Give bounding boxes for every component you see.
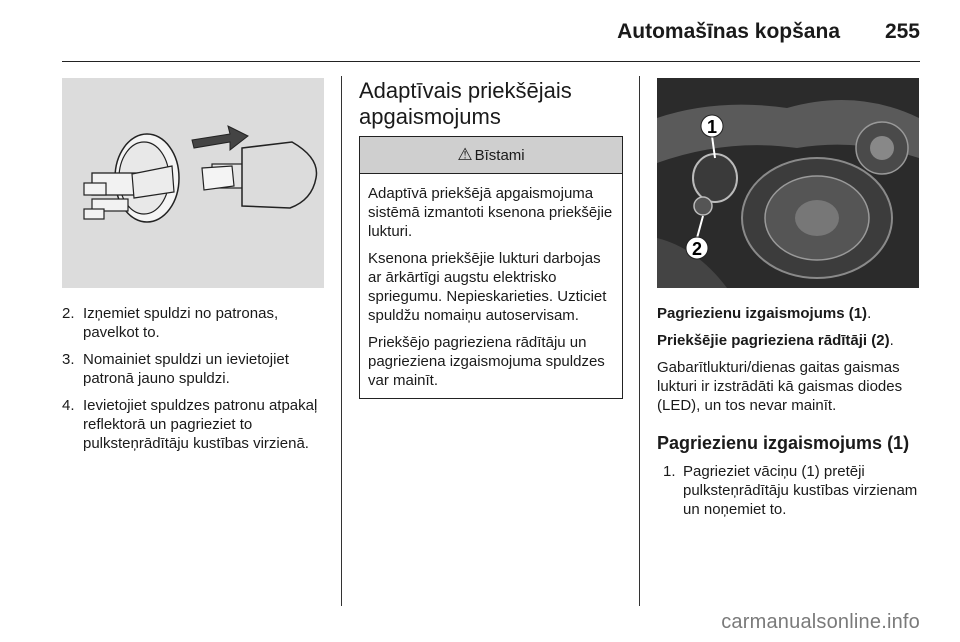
bulb-illustration <box>62 78 324 288</box>
left-column <box>62 78 324 461</box>
warning-paragraph: Ksenona priekšējie lukturi darbojas ar ārkārtīgi augstu elektrisko spriegumu. Nepieskarieties. Uzticiet spuldžu nomaiņu autoservisam. <box>368 250 607 324</box>
warning-header <box>360 137 622 174</box>
bulb-socket-drawing <box>62 78 324 288</box>
step-list <box>657 462 921 519</box>
warning-triangle-icon: ⚠ <box>457 145 473 164</box>
warning-body <box>360 174 622 398</box>
figure-caption: Priekšējie pagrieziena rādītāji (2). <box>657 332 894 349</box>
list-item: 3. Nomainiet spuldzi un ievietojiet patronā jauno spuldzi. <box>62 351 289 387</box>
middle-column <box>359 78 623 399</box>
list-item: 4. Ievietojiet spuldzes patronu atpakaļ reflektorā un pagrieziet to pulksteņrādītāju kustības virzienā. <box>62 397 318 452</box>
header-rule <box>62 61 920 62</box>
section-title: Adaptīvais priekšējais apgaismojums <box>359 78 572 129</box>
watermark: carmanualsonline.info <box>721 611 920 633</box>
headlamp-drawing <box>657 78 919 288</box>
column-divider <box>341 76 342 606</box>
chapter-title: Automašīnas kopšana <box>617 20 840 43</box>
figure-caption: Pagriezienu izgaismojums (1). <box>657 305 872 322</box>
column-divider <box>639 76 640 606</box>
step-list <box>62 304 324 453</box>
subsection-title: Pagriezienu izgaismojums (1) <box>657 433 910 453</box>
photo-label-1: 1 <box>706 117 718 137</box>
warning-box <box>359 136 623 399</box>
photo-label-2: 2 <box>691 239 703 259</box>
warning-label: Bīstami <box>474 146 525 164</box>
warning-paragraph: Adaptīvā priekšējā apgaismojuma sistēmā izmantoti ksenona priekšējie lukturi. <box>368 185 613 240</box>
page-header <box>0 0 960 62</box>
page-number: 255 <box>884 20 920 43</box>
body-paragraph: Gabarītlukturi/dienas gaitas gaismas lukturi ir izstrādāti kā gaismas diodes (LED), un tos nevar mainīt. <box>657 359 903 414</box>
right-column <box>657 78 921 519</box>
list-item: 2. Izņemiet spuldzi no patronas, pavelkot to. <box>62 305 279 341</box>
list-item: 1. Pagrieziet vāciņu (1) pretēji pulksteņrādītāju kustības virzienam un noņemiet to. <box>663 463 918 518</box>
warning-paragraph: Priekšējo pagrieziena rādītāju un pagrieziena izgaismojuma spuldzes var mainīt. <box>368 334 605 389</box>
headlamp-photo <box>657 78 919 288</box>
